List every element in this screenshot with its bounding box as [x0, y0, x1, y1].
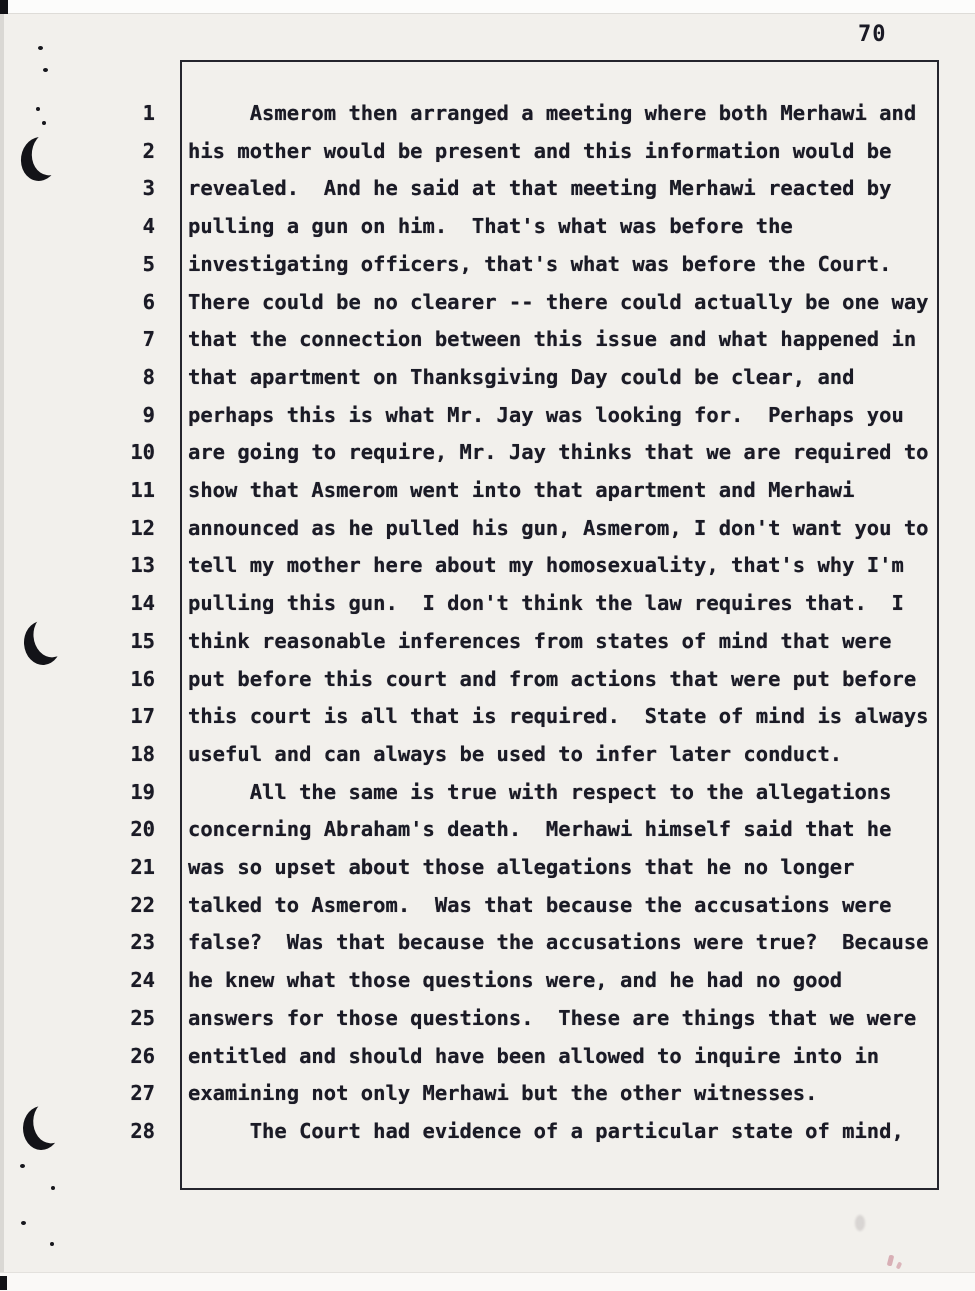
line-number: 28 — [130, 1118, 155, 1143]
line-number: 12 — [130, 515, 155, 540]
scan-edge-left — [0, 13, 4, 1272]
transcript-line: are going to require, Mr. Jay thinks that we are required to — [188, 440, 929, 465]
ink-speck — [50, 1242, 54, 1246]
transcript-line: tell my mother here about my homosexuality, that's why I'm — [188, 553, 904, 578]
line-number: 16 — [130, 666, 155, 691]
transcript-line: The Court had evidence of a particular state of mind, — [188, 1118, 904, 1143]
scan-smudge — [887, 1255, 895, 1267]
transcript-line: that apartment on Thanksgiving Day could be clear, and — [188, 364, 855, 389]
line-number: 27 — [130, 1081, 155, 1106]
line-number: 25 — [130, 1005, 155, 1030]
ink-speck — [43, 68, 48, 72]
transcript-line: examining not only Merhawi but the other witnesses. — [188, 1081, 818, 1106]
line-number: 9 — [142, 402, 155, 427]
transcript-line: talked to Asmerom. Was that because the accusations were — [188, 892, 892, 917]
ink-speck — [20, 1164, 25, 1168]
hole-punch-crescent-icon — [18, 135, 61, 184]
line-number: 26 — [130, 1043, 155, 1068]
transcript-line: pulling a gun on him. That's what was before the — [188, 214, 793, 239]
ink-speck — [21, 1221, 26, 1225]
transcript-line: useful and can always be used to infer later conduct. — [188, 741, 843, 766]
ink-speck — [42, 121, 46, 125]
line-number: 20 — [130, 817, 155, 842]
line-number: 13 — [130, 553, 155, 578]
transcript-line: pulling this gun. I don't think the law requires that. I — [188, 591, 904, 616]
transcript-line: that the connection between this issue and what happened in — [188, 327, 917, 352]
scan-corner-mark-top-left — [0, 0, 8, 14]
ink-speck — [36, 107, 40, 111]
transcript-line: perhaps this is what Mr. Jay was looking for. Perhaps you — [188, 402, 904, 427]
transcript-line: think reasonable inferences from states of mind that were — [188, 628, 892, 653]
transcript-line: All the same is true with respect to the allegations — [188, 779, 892, 804]
transcript-line: his mother would be present and this information would be — [188, 138, 892, 163]
line-number: 2 — [142, 138, 155, 163]
line-number: 6 — [142, 289, 155, 314]
line-number: 7 — [142, 327, 155, 352]
scan-smudge — [855, 1215, 865, 1231]
hole-punch-crescent-icon — [23, 620, 63, 666]
transcript-line: false? Was that because the accusations were true? Because — [188, 930, 929, 955]
hole-punch-crescent-icon — [22, 1105, 61, 1150]
transcript-line: answers for those questions. These are things that we were — [188, 1005, 917, 1030]
line-number-column — [113, 95, 155, 1151]
line-number: 1 — [142, 101, 155, 125]
transcript-line: concerning Abraham's death. Merhawi himself said that he — [188, 817, 892, 842]
page-number: 70 — [858, 22, 887, 47]
line-number: 11 — [130, 478, 155, 503]
transcript-line: was so upset about those allegations that he no longer — [188, 855, 855, 880]
transcript-line: There could be no clearer -- there could actually be one way — [188, 289, 929, 314]
scan-corner-mark-bottom-left — [0, 1276, 7, 1290]
scan-edge-top — [0, 0, 975, 14]
line-number: 5 — [142, 251, 155, 276]
line-number: 17 — [130, 704, 155, 729]
line-number: 10 — [130, 440, 155, 465]
line-number: 24 — [130, 968, 155, 993]
line-number: 19 — [130, 779, 155, 804]
transcript-line: investigating officers, that's what was before the Court. — [188, 251, 892, 276]
transcript-line: show that Asmerom went into that apartment and Merhawi — [188, 478, 855, 503]
transcript-line: this court is all that is required. State of mind is always — [188, 704, 929, 729]
line-number: 21 — [130, 855, 155, 880]
line-number: 4 — [142, 214, 155, 239]
line-number: 8 — [142, 364, 155, 389]
transcript-line: Asmerom then arranged a meeting where both Merhawi and — [188, 101, 917, 125]
transcript-line: announced as he pulled his gun, Asmerom, I don't want you to — [188, 515, 929, 540]
ink-speck — [51, 1186, 55, 1190]
line-number: 18 — [130, 741, 155, 766]
scan-edge-bottom — [0, 1272, 975, 1291]
line-number: 23 — [130, 930, 155, 955]
transcript-text-column — [188, 95, 948, 1151]
line-number: 22 — [130, 892, 155, 917]
transcript-line: revealed. And he said at that meeting Merhawi reacted by — [188, 176, 892, 201]
transcript-line: he knew what those questions were, and he had no good — [188, 968, 843, 993]
transcript-line: put before this court and from actions that were put before — [188, 666, 917, 691]
ink-speck — [38, 46, 43, 50]
line-number: 3 — [142, 176, 155, 201]
scan-smudge — [896, 1261, 903, 1269]
line-number: 15 — [130, 628, 155, 653]
transcript-line: entitled and should have been allowed to inquire into in — [188, 1043, 880, 1068]
line-number: 14 — [130, 591, 155, 616]
